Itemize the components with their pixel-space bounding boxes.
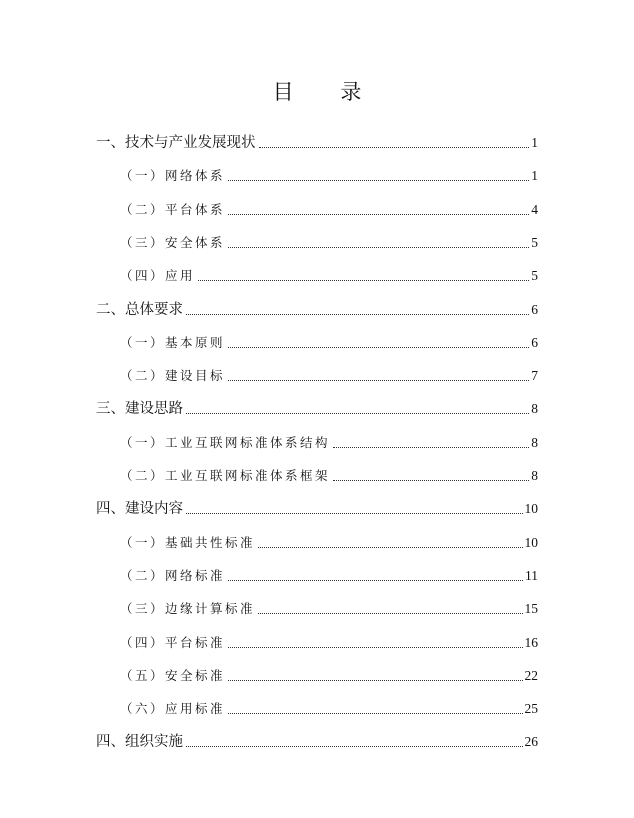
dot-leader	[228, 246, 529, 248]
toc-entry-label: 二、总体要求	[96, 301, 183, 318]
toc-section-entry[interactable]	[120, 622, 538, 652]
toc-entry-label: 四、组织实施	[96, 734, 183, 751]
dot-leader	[228, 179, 529, 181]
toc-section-entry[interactable]	[120, 455, 538, 485]
dot-leader	[228, 346, 529, 348]
toc-entry-label: （一）工业互联网标准体系结构	[120, 434, 331, 450]
toc-entry-label: （四）应用	[120, 268, 196, 284]
toc-chapter-entry[interactable]	[96, 721, 538, 751]
toc-entry-label: （一）基本原则	[120, 334, 226, 350]
toc-page-number: 6	[531, 334, 538, 350]
dot-leader	[258, 612, 522, 614]
toc-section-entry[interactable]	[120, 522, 538, 552]
toc-page-number: 1	[531, 168, 538, 184]
toc-entry-label: （二）工业互联网标准体系框架	[120, 468, 331, 483]
toc-section-entry[interactable]	[120, 355, 538, 385]
toc-page-number: 8	[531, 468, 538, 483]
toc-page-number: 5	[531, 268, 538, 284]
toc-page-number: 25	[524, 701, 538, 717]
toc-page-number: 6	[531, 301, 538, 317]
toc-page-number: 4	[531, 201, 538, 217]
toc-entry-label: （一）网络体系	[120, 168, 226, 184]
toc-chapter-entry[interactable]	[96, 388, 538, 418]
toc-section-entry[interactable]	[120, 555, 538, 585]
toc-chapter-entry[interactable]	[96, 289, 538, 319]
toc-page-number: 8	[531, 401, 538, 417]
toc-section-entry[interactable]	[120, 422, 538, 452]
dot-leader	[228, 213, 529, 215]
dot-leader	[228, 379, 529, 381]
toc-page-number: 8	[531, 434, 538, 450]
dot-leader	[198, 279, 529, 281]
dot-leader	[258, 546, 522, 548]
dot-leader	[186, 512, 523, 514]
toc-section-entry[interactable]	[120, 255, 538, 285]
toc-page-number: 26	[524, 734, 538, 750]
toc-page-number: 15	[524, 601, 538, 617]
toc-entry-label: （五）安全标准	[120, 667, 226, 683]
toc-page-number: 1	[531, 135, 538, 150]
toc-chapter-entry[interactable]	[96, 122, 538, 152]
toc-entry-label: 一、技术与产业发展现状	[96, 135, 256, 151]
toc-section-entry[interactable]	[120, 655, 538, 685]
dot-leader	[228, 712, 522, 714]
toc-page-number: 7	[531, 368, 538, 384]
toc-entry-label: 三、建设思路	[96, 401, 183, 418]
dot-leader	[228, 646, 522, 648]
dot-leader	[186, 313, 529, 315]
toc-page-number: 10	[524, 534, 538, 550]
toc-section-entry[interactable]	[120, 189, 538, 219]
toc-entry-label: （一）基础共性标准	[120, 534, 256, 550]
page-title: 目 录	[272, 80, 382, 104]
dot-leader	[333, 446, 529, 448]
toc-page-number: 5	[531, 234, 538, 250]
dot-leader	[186, 745, 523, 747]
toc-entry-label: 四、建设内容	[96, 501, 183, 518]
toc-section-entry[interactable]	[120, 588, 538, 618]
dot-leader	[228, 679, 522, 681]
toc-page-number: 16	[524, 634, 538, 650]
toc-page-number: 22	[524, 667, 538, 683]
toc-chapter-entry[interactable]	[96, 488, 538, 518]
toc-entry-label: （四）平台标准	[120, 634, 226, 650]
toc-entry-label: （二）建设目标	[120, 368, 226, 384]
dot-leader	[333, 479, 529, 481]
toc-entry-label: （二）平台体系	[120, 201, 226, 217]
toc-section-entry[interactable]	[120, 322, 538, 352]
toc-section-entry[interactable]	[120, 155, 538, 185]
toc-entry-label: （二）网络标准	[120, 567, 226, 583]
dot-leader	[228, 579, 523, 581]
toc-section-entry[interactable]	[120, 222, 538, 252]
toc-page-number: 11	[525, 567, 538, 583]
toc-section-entry[interactable]	[120, 688, 538, 718]
toc-entry-label: （三）边缘计算标准	[120, 601, 256, 617]
toc-entry-label: （三）安全体系	[120, 234, 226, 250]
dot-leader	[186, 412, 529, 414]
toc-page-number: 10	[524, 501, 538, 517]
dot-leader	[259, 146, 530, 148]
toc-entry-label: （六）应用标准	[120, 701, 226, 717]
